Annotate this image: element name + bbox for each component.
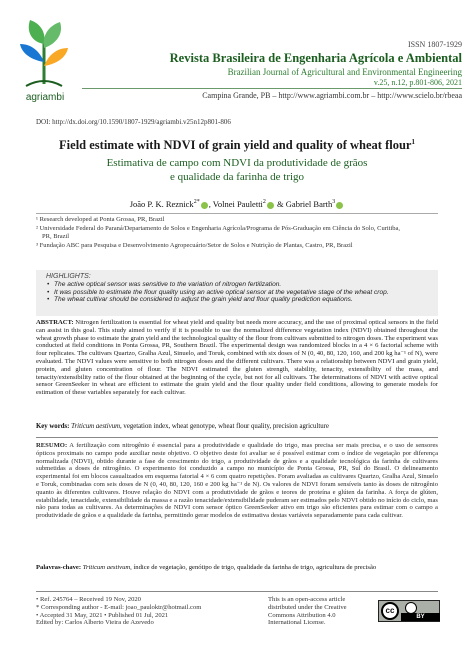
resumo xyxy=(36,442,438,520)
corresponding-author[interactable]: * Corresponding author - E-mail: joao_pauloktr@hotmail.com xyxy=(36,603,202,611)
article-title-text: Field estimate with NDVI of grain yield and quality of wheat flour xyxy=(59,138,412,153)
abstract-label: ABSTRACT: xyxy=(36,319,74,326)
highlights-box xyxy=(36,270,438,316)
reference-info: • Ref. 245764 – Received 19 Nov, 2020 xyxy=(36,596,141,603)
orcid-icon[interactable] xyxy=(201,202,208,209)
keyword-species: Triticum aestivum xyxy=(71,423,121,430)
article-footer xyxy=(36,596,201,627)
section-divider xyxy=(36,437,438,438)
author-list xyxy=(0,199,474,209)
author-marks: 2 xyxy=(262,199,266,206)
leaf-logo-icon xyxy=(8,14,80,94)
volume-info: v.25, n.12, p.801-806, 2021 xyxy=(373,78,462,87)
palavras-chave-label: Palavras-chave: xyxy=(36,564,82,571)
palavras-chave xyxy=(36,564,438,572)
journal-header xyxy=(0,0,474,110)
issn: ISSN 1807-1929 xyxy=(407,40,462,49)
portuguese-title-line2: e qualidade da farinha de trigo xyxy=(169,171,305,183)
keywords xyxy=(36,423,438,430)
title-footnote-mark: 1 xyxy=(411,138,415,146)
affiliation-line: PR, Brazil xyxy=(42,233,70,241)
affiliation-line: ² Universidade Federal do Paraná/Departamento de Solos e Engenharia Agrícola/Programa de Pós-Graduação em Ciência do Solo, Curitiba, xyxy=(36,224,401,232)
journal-location-links[interactable]: Campina Grande, PB – http://www.agriambi.com.br – http://www.scielo.br/rbeaa xyxy=(82,88,462,100)
editor-info: Edited by: Carlos Alberto Vieira de Azevedo xyxy=(36,619,154,627)
affiliation-line: ³ Fundação ABC para Pesquisa e Desenvolvimento Agropecuário/Setor de Solos e Nutrição de Plantas, Castro, PR, Brazil xyxy=(36,241,353,249)
author-name: & Gabriel Barth xyxy=(274,199,333,209)
keywords-list: , vegetation index, wheat genotype, wheat flour quality, precision agriculture xyxy=(120,423,329,430)
cc-icon: cc xyxy=(381,602,399,620)
journal-subtitle: Brazilian Journal of Agricultural and Environmental Engineering xyxy=(227,67,462,77)
highlights-list xyxy=(46,281,432,304)
highlight-item: • The wheat cultivar should be considered to adjust the grain yield and flour quality prediction equations. xyxy=(54,296,432,304)
resumo-label: RESUMO: xyxy=(36,442,68,449)
author-name: João P. K. Reznick xyxy=(129,199,194,209)
footer-divider xyxy=(36,591,438,592)
orcid-icon[interactable] xyxy=(336,202,343,209)
affiliation-line: ¹ Research developed at Ponta Grossa, PR, Brazil xyxy=(36,216,165,223)
palavras-chave-list: , índice de vegetação, genótipo de trigo, qualidade da farinha de trigo, agricultura de precisão xyxy=(130,564,377,571)
cc-by-label: BY xyxy=(401,613,440,621)
highlight-item: • It was possible to estimate the flour quality using an active optical sensor at the vegetative stage of the wheat crop. xyxy=(54,289,432,297)
portuguese-title-line1: Estimativa de campo com NDVI da produtividade de grãos xyxy=(106,157,368,169)
doi-link[interactable]: DOI: http://dx.doi.org/10.1590/1807-1929/agriambi.v25n12p801-806 xyxy=(36,118,231,126)
highlights-heading: HIGHLIGHTS: xyxy=(46,273,91,280)
highlight-item: • The active optical sensor was sensitive to the variation of nitrogen fertilization. xyxy=(54,281,432,289)
palavras-chave-species: Triticum aestivum xyxy=(82,564,131,571)
article-title xyxy=(0,138,474,153)
accepted-published-dates: • Accepted 31 May, 2021 • Published 01 Jul, 2021 xyxy=(36,611,169,619)
keywords-label: Key words: xyxy=(36,423,70,430)
open-access-notice: This is an open-access article distributed under the Creative Commons Attribution 4.0 International License. xyxy=(268,596,347,627)
author-marks: 2* xyxy=(193,199,200,206)
resumo-text: A fertilização com nitrogênio é essencial para a produtividade e qualidade do trigo, mas precisa ser mais precisa, e o uso de sensores ópticos proximais no campo pode auxiliar neste objetivo. O objetivo deste foi avaliar se é possível estimar com o índice de vegetação por diferença normalizada (NDVI), obtido durante a fase de crescimento do trigo, a produtividade de grãos e a qualidade tecnológica da farinha de cultivares submetidas a doses de nitrogênio. O experimento foi conduzido a campo no município de Ponta Grossa, PR, Sul do Brasil. O delineamento experimental foi em blocos casualizados em esquema fatorial 4 × 6 com quatro repetições. Foram avaliadas as cultivares Quartzo, Gralha Azul, Sinuelo e Toruk, combinadas com seis doses de N (0, 40, 80, 120, 160 e 200 kg ha⁻¹ de N). Os valores de NDVI foram sensíveis tanto às doses de nitrogênio quanto às diferentes cultivares. Houve relação do NDVI com a produtividade de grãos e teores de proteína e glúten da farinha. A força de glúten, estabilidade, tenacidade, extensibilidade da massa e a razão tenacidade/extensibilidade puderam ser estimados pelo NDVI obtido no início do ciclo, mas não para todas as cultivares. As determinações de NDVI com sensor óptico GreenSeeker ativo em trigo são eficientes para estimar com o campo a produtividade de grãos e a qualidade da farinha, permitindo gerar modelos de estimativa destas variáveis separadamente para cada cultivar. xyxy=(36,442,438,520)
author-name: , Volnei Pauletti xyxy=(208,199,263,209)
orcid-icon[interactable] xyxy=(267,202,274,209)
journal-title: Revista Brasileira de Engenharia Agrícola e Ambiental xyxy=(169,51,462,65)
cc-by-license-badge[interactable] xyxy=(378,600,440,622)
affiliations xyxy=(36,213,438,250)
abstract-text: Nitrogen fertilization is essential for wheat yield and quality but needs more accuracy, and the use of proximal optical sensors in the field can assist in this goal. This study aimed to verify if it is possible to use the normalized difference vegetation index (NDVI) obtained throughout the wheat growth phase to estimate the grain yield and the technological quality of the flour from cultivars submitted to nitrogen doses. The experiment was conducted at field conditions in Ponta Grossa, PR, Southern Brazil. The experimental design was randomized blocks in a 4 × 6 factorial scheme with four replicates. The cultivars Quartzo, Gralha Azul, Sinuelo, and Toruk, combined with six doses of N (0, 40, 80, 120, 160, and 200 kg ha⁻¹ of N), were evaluated. The NDVI values were sensitive to both nitrogen doses and the different cultivars. There was a relationship between NDVI and grain yield, protein, and gluten concentration of flour. The NDVI estimated the gluten strength, stability, tenacity, extensibility of the mass, and tenacity/extensibility ratio of the flour obtained at the beginning of the cycle, but not for all cultivars. The determinations of NDVI with active optical sensor GreenSeeker in wheat are efficient to estimate the grain yield and the flour quality under field conditions, allowing to generate models for estimation of these variables separately for each cultivar. xyxy=(36,319,438,397)
author-marks: 3 xyxy=(332,199,336,206)
logo-caption: agriambi xyxy=(25,92,65,103)
portuguese-title xyxy=(60,156,414,184)
affiliation-divider xyxy=(36,213,438,214)
abstract xyxy=(36,319,438,397)
